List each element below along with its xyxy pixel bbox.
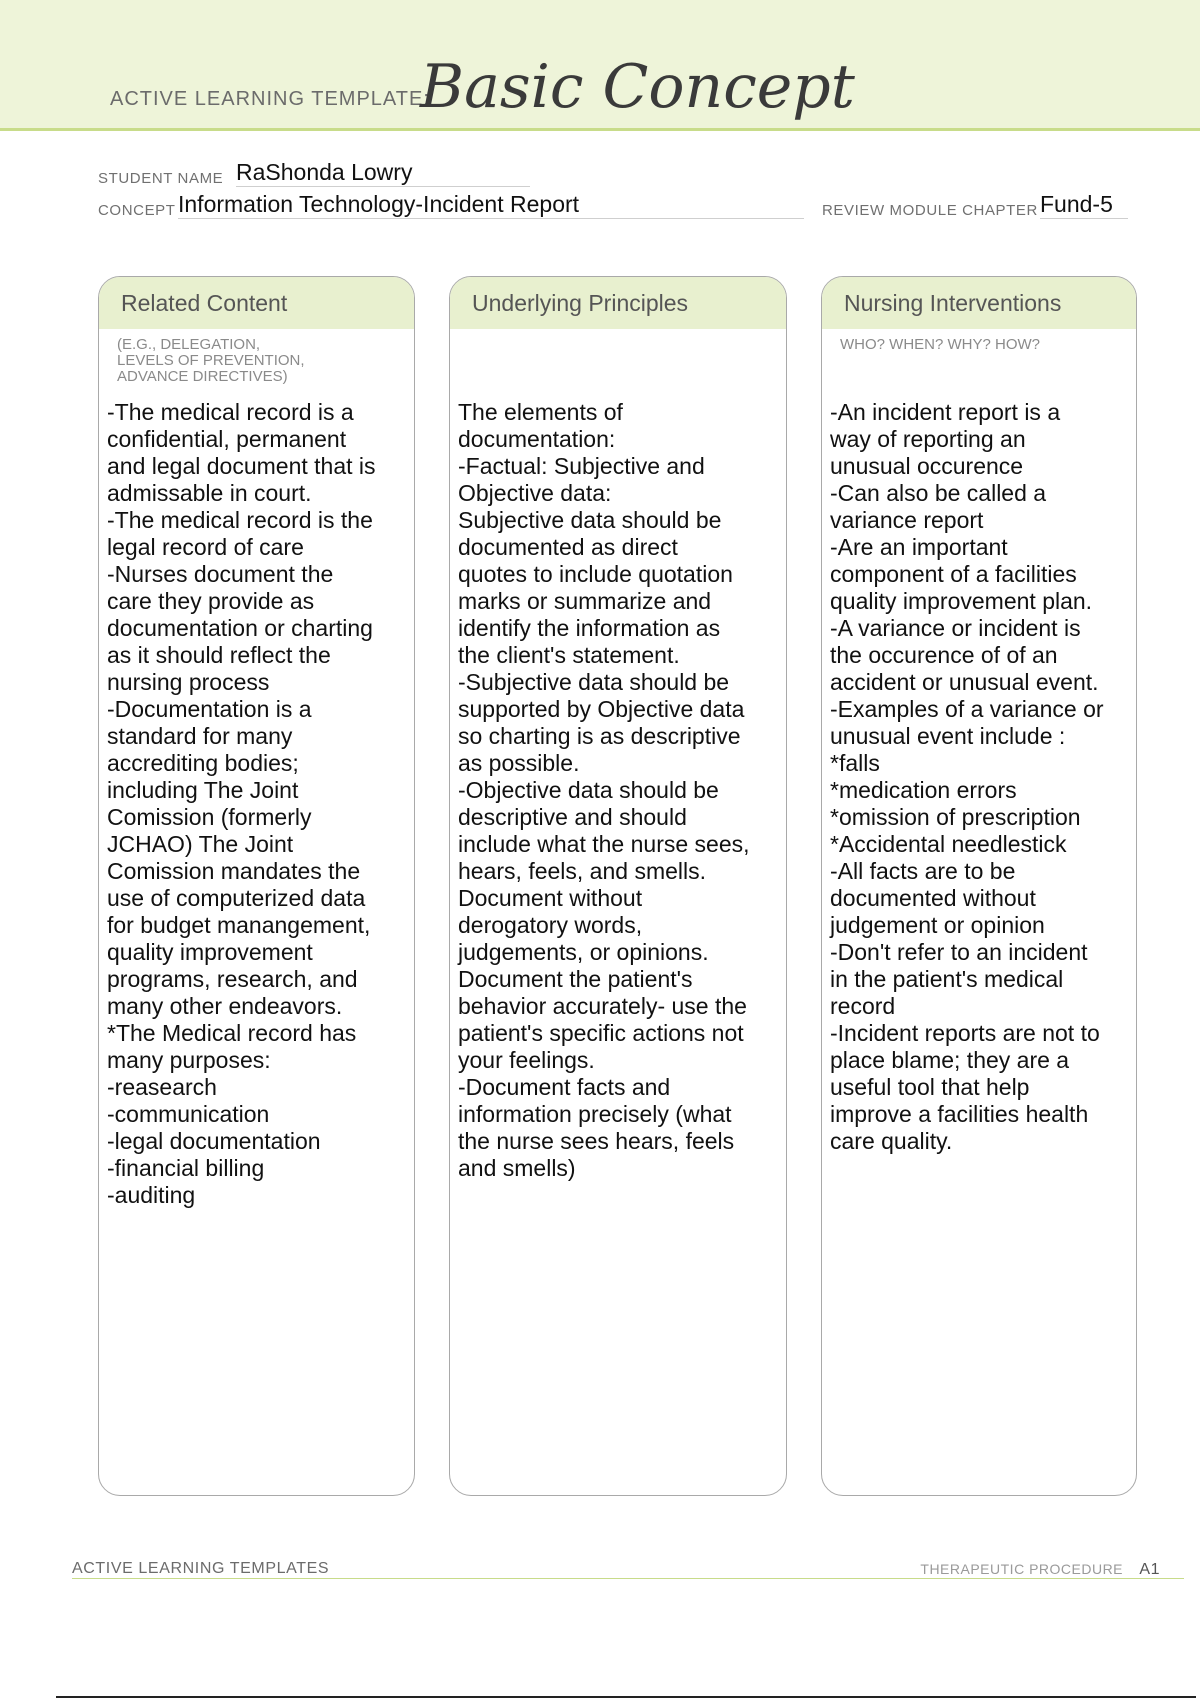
text-line: marks or summarize and — [458, 588, 712, 614]
text-line: component of a facilities — [830, 561, 1077, 587]
footer-page-number: A1 — [1139, 1561, 1160, 1578]
text-line: quality improvement — [107, 939, 313, 965]
text-line: as possible. — [458, 750, 580, 776]
text-line: *The Medical record has — [107, 1020, 357, 1046]
text-line: so charting is as descriptive — [458, 723, 741, 749]
underlying-principles-column — [449, 276, 787, 1496]
text-line: include what the nurse sees, — [458, 831, 750, 857]
text-line: -The medical record is a — [107, 399, 354, 425]
text-line: -The medical record is the — [107, 507, 373, 533]
text-line: quotes to include quotation — [458, 561, 733, 587]
concept-field[interactable]: Information Technology-Incident Report — [178, 190, 804, 219]
text-line: nursing process — [107, 669, 270, 695]
bottom-rule — [56, 1696, 1196, 1698]
text-line: accident or unusual event. — [830, 669, 1099, 695]
text-line: -A variance or incident is — [830, 615, 1081, 641]
text-line: *omission of prescription — [830, 804, 1081, 830]
text-line: accrediting bodies; — [107, 750, 299, 776]
text-line: patient's specific actions not — [458, 1020, 744, 1046]
text-line: behavior accurately- use the — [458, 993, 747, 1019]
underlying-principles-text[interactable] — [458, 399, 780, 1182]
text-line: -legal documentation — [107, 1128, 321, 1154]
text-line: Objective data: — [458, 480, 612, 506]
text-line: for budget manangement, — [107, 912, 371, 938]
page-title: Basic Concept — [420, 52, 855, 122]
text-line: programs, research, and — [107, 966, 358, 992]
underlying-principles-subheading — [450, 329, 786, 389]
text-line: -financial billing — [107, 1155, 265, 1181]
text-line: -All facts are to be — [830, 858, 1016, 884]
text-line: care they provide as — [107, 588, 315, 614]
text-line: *Accidental needlestick — [830, 831, 1067, 857]
text-line: -communication — [107, 1101, 270, 1127]
text-line: documentation: — [458, 426, 616, 452]
footer-section-label: THERAPEUTIC PROCEDURE — [920, 1561, 1124, 1577]
text-line: the client's statement. — [458, 642, 680, 668]
related-content-subheading: (E.G., DELEGATION, LEVELS OF PREVENTION, ADVANCE DIRECTIVES) — [117, 336, 305, 385]
text-line: unusual event include : — [830, 723, 1066, 749]
text-line: your feelings. — [458, 1047, 595, 1073]
text-line: place blame; they are a — [830, 1047, 1070, 1073]
template-label: ACTIVE LEARNING TEMPLATE: — [110, 88, 430, 110]
student-name-label: STUDENT NAME — [98, 170, 224, 187]
text-line: use of computerized data — [107, 885, 366, 911]
related-content-column — [98, 276, 415, 1496]
text-line: variance report — [830, 507, 984, 533]
text-line: -Incident reports are not to — [830, 1020, 1100, 1046]
text-line: -Don't refer to an incident — [830, 939, 1088, 965]
text-line: legal record of care — [107, 534, 304, 560]
text-line: as it should reflect the — [107, 642, 331, 668]
text-line: -Document facts and — [458, 1074, 671, 1100]
text-line: information precisely (what — [458, 1101, 732, 1127]
text-line: descriptive and should — [458, 804, 687, 830]
text-line: identify the information as — [458, 615, 721, 641]
text-line: care quality. — [830, 1128, 953, 1154]
student-name-field[interactable]: RaShonda Lowry — [236, 158, 530, 187]
underlying-principles-heading: Underlying Principles — [450, 277, 786, 329]
text-line: The elements of — [458, 399, 623, 425]
text-line: Document the patient's — [458, 966, 693, 992]
nursing-interventions-subheading: WHO? WHEN? WHY? HOW? — [840, 336, 1041, 353]
text-line: useful tool that help — [830, 1074, 1030, 1100]
text-line: unusual occurence — [830, 453, 1024, 479]
text-line: -An incident report is a — [830, 399, 1061, 425]
text-line: derogatory words, — [458, 912, 643, 938]
text-line: and smells) — [458, 1155, 576, 1181]
nursing-interventions-heading: Nursing Interventions — [822, 277, 1136, 329]
text-line: Subjective data should be — [458, 507, 722, 533]
text-line: the nurse sees hears, feels — [458, 1128, 735, 1154]
text-line: improve a facilities health — [830, 1101, 1089, 1127]
footer-section — [920, 1561, 1160, 1579]
nursing-interventions-column — [821, 276, 1137, 1496]
text-line: documentation or charting — [107, 615, 373, 641]
text-line: -Examples of a variance or — [830, 696, 1104, 722]
review-module-label: REVIEW MODULE CHAPTER — [822, 202, 1038, 219]
text-line: and legal document that is — [107, 453, 376, 479]
text-line: in the patient's medical — [830, 966, 1064, 992]
footer-divider — [72, 1578, 1184, 1579]
related-content-heading: Related Content — [99, 277, 414, 329]
text-line: judgements, or opinions. — [458, 939, 709, 965]
text-line: quality improvement plan. — [830, 588, 1093, 614]
text-line: -Nurses document the — [107, 561, 334, 587]
text-line: judgement or opinion — [830, 912, 1045, 938]
text-line: many purposes: — [107, 1047, 271, 1073]
text-line: including The Joint — [107, 777, 299, 803]
text-line: -Can also be called a — [830, 480, 1047, 506]
text-line: *falls — [830, 750, 880, 776]
text-line: JCHAO) The Joint — [107, 831, 294, 857]
text-line: supported by Objective data — [458, 696, 745, 722]
nursing-interventions-text[interactable] — [830, 399, 1130, 1155]
text-line: -reasearch — [107, 1074, 217, 1100]
text-line: standard for many — [107, 723, 293, 749]
text-line: many other endeavors. — [107, 993, 343, 1019]
text-line: admissable in court. — [107, 480, 312, 506]
text-line: the occurence of of an — [830, 642, 1058, 668]
text-line: -Factual: Subjective and — [458, 453, 705, 479]
text-line: way of reporting an — [830, 426, 1026, 452]
review-module-field[interactable]: Fund-5 — [1040, 190, 1128, 219]
text-line: -auditing — [107, 1182, 196, 1208]
text-line: record — [830, 993, 896, 1019]
text-line: *medication errors — [830, 777, 1017, 803]
text-line: documented as direct — [458, 534, 678, 560]
text-line: Comission mandates the — [107, 858, 361, 884]
concept-label: CONCEPT — [98, 202, 176, 219]
text-line: -Documentation is a — [107, 696, 312, 722]
text-line: Comission (formerly — [107, 804, 312, 830]
related-content-text[interactable] — [107, 399, 408, 1209]
text-line: -Subjective data should be — [458, 669, 730, 695]
text-line: Document without — [458, 885, 643, 911]
text-line: documented without — [830, 885, 1036, 911]
text-line: -Objective data should be — [458, 777, 719, 803]
text-line: hears, feels, and smells. — [458, 858, 707, 884]
footer-title: ACTIVE LEARNING TEMPLATES — [72, 1560, 330, 1577]
text-line: confidential, permanent — [107, 426, 347, 452]
text-line: -Are an important — [830, 534, 1008, 560]
